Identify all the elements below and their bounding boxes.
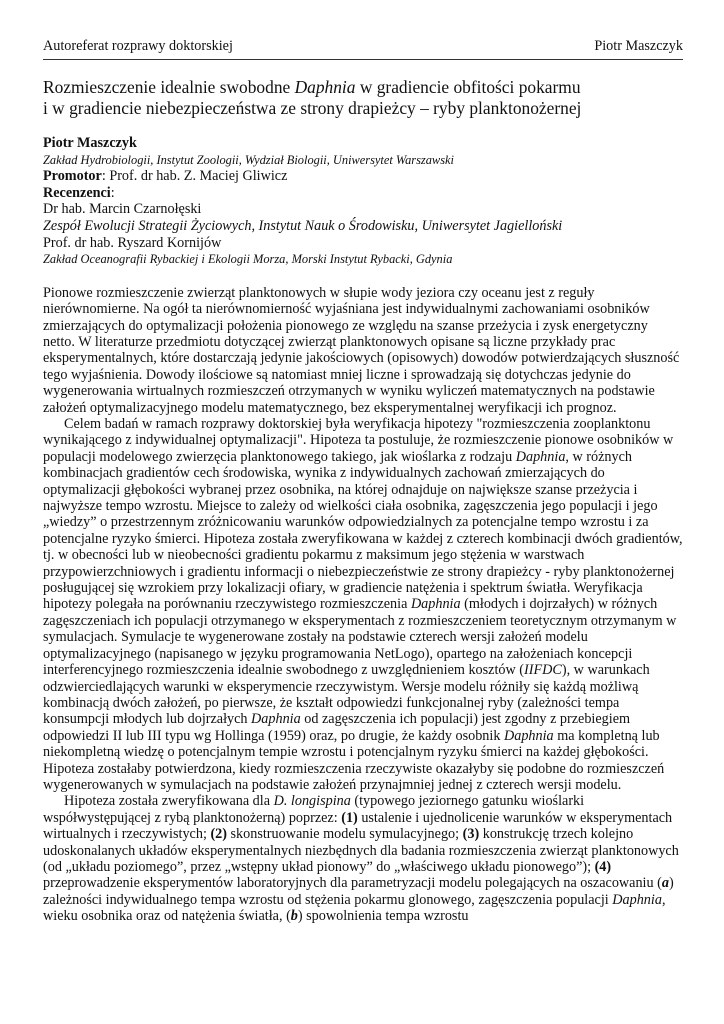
p3-item-1: (1) <box>341 809 358 826</box>
p3-text-2: (typowego jeziornego gatunku wioślarki współwystępującej z rybą planktonożerną) poprzez: <box>43 793 585 826</box>
p2-text-6: ma kompletną lub niekompletną wiedzę o potencjalnym tempie wzrostu i potencjalnym ryzyku śmierci na każdej głębokości. Hipoteza zostałaby potwierdzona, kiedy rozmieszczenia rzeczywiste okazałyby się podobne do rozmieszczeń wygenerowanych w symulacjach na podstawie założeń przynajmniej jednej z czterech wersji modelu. <box>43 727 665 793</box>
p3-subitem-b: b <box>290 908 298 925</box>
paragraph-2 <box>43 416 683 793</box>
document-title <box>43 77 683 118</box>
p3-item-3: (3) <box>462 826 480 843</box>
p2-species-2: Daphnia <box>410 596 461 613</box>
p3-text-1: Hipoteza została zweryfikowana dla <box>64 793 274 810</box>
document-page <box>43 38 683 925</box>
reviewers-label: Recenzenci <box>43 184 111 201</box>
reviewer-1-name: Dr hab. Marcin Czarnołęski <box>43 201 202 218</box>
header-rule <box>43 59 683 60</box>
p3-text-4: skonstruowanie modelu symulacyjnego; <box>226 826 463 843</box>
reviewer-2-name: Prof. dr hab. Ryszard Kornijów <box>43 234 222 251</box>
running-header <box>43 38 683 55</box>
reviewer-1-affiliation: Zespół Ewolucji Strategii Życiowych, Instytut Nauk o Środowisku, Uniwersytet Jagielloński <box>43 217 563 234</box>
p2-species-4: Daphnia <box>503 727 554 744</box>
promotor-name: : Prof. dr hab. Z. Maciej Gliwicz <box>101 168 288 185</box>
reviewer-2-affiliation: Zakład Oceanografii Rybackiej i Ekologii Morza, Morski Instytut Rybacki, Gdynia <box>43 252 453 267</box>
title-part2: w gradiencie obfitości pokarmu <box>355 77 581 97</box>
p3-species-1: D. longispina <box>273 793 351 810</box>
p3-text-6: przeprowadzenie eksperymentów laboratoryjnych dla parametryzacji modelu polegających na oszacowaniu ( <box>43 875 662 892</box>
p3-item-4: (4) <box>594 858 612 875</box>
p2-text-1: Celem badań w ramach rozprawy doktorskiej była weryfikacja hipotezy "rozmieszczenia zooplanktonu wynikającego z indywidualnej optymalizacji". Hipoteza ta postuluje, że rozmieszczenie pionowe osobników w populacji modelowego zwierzęcia planktonowego takiego, jak wioślarka z rodzaju <box>43 416 674 465</box>
reviewers-colon: : <box>110 184 115 201</box>
paragraph-3 <box>43 793 683 924</box>
title-line2: i w gradiencie niebezpieczeństwa ze strony drapieżcy – ryby planktonożernej <box>43 97 582 118</box>
p3-species-2: Daphnia <box>612 891 662 908</box>
header-right: Piotr Maszczyk <box>594 38 683 54</box>
p2-species-3: Daphnia <box>251 711 301 728</box>
header-left: Autoreferat rozprawy doktorskiej <box>43 38 233 54</box>
p2-text-2: , w różnych kombinacjach gradientów cech środowiska, wynika z indywidualnych zachowań zmierzających do optymalizacji głębokości wybranej przez osobnika, na której odnajduje on największe szanse przeżycia i najwyższe tempo wzrostu. Miejsce to zależy od wielkości ciała osobnika, zagęszczenia jego populacji i jego „wiedzy” o przestrzennym zróżnicowaniu warunków odpowiedzialnych za potencjalne tempo wzrostu i za potencjalne ryzyko śmierci. Hipoteza została zweryfikowana w każdej z czterech kombinacji dwóch gradientów, tj. w obecności lub w nieobecności gradientu pokarmu z maksimum jego stężenia w warstwach przypowierzchniowych i gradientu informacji o niebezpieczeństwie ze strony drapieżcy - ryby planktonożernej posługującej się wzrokiem przy lokalizacji ofiary, w gradiencie natężenia i spektrum światła. Weryfikacja hipotezy polegała na porównaniu rzeczywistego rozmieszczenia <box>43 448 683 613</box>
author-block <box>43 135 683 268</box>
title-species: Daphnia <box>294 77 356 97</box>
promotor-label: Promotor <box>43 168 102 185</box>
p3-text-9: ) spowolnienia tempa wzrostu <box>297 908 469 925</box>
p3-text-3: ustalenie i ujednolicenie warunków w eksperymentach wirtualnych i rzeczywistych; <box>43 809 673 843</box>
p3-text-8: , wieku osobnika oraz od natężenia światła, ( <box>43 891 666 925</box>
p2-text-5: od zagęszczenia ich populacji) jest zgodny z przebiegiem odpowiedzi II lub III typu wg Hollinga (1959) oraz, po drugie, że każdy osobnik <box>43 711 631 744</box>
p3-subitem-a: a <box>661 875 669 892</box>
author-name: Piotr Maszczyk <box>43 135 137 151</box>
p3-text-5: konstrukcję trzech kolejno udoskonalanych układów eksperymentalnych niezbędnych dla badania rozmieszczenia zwierząt planktonowych (od „układu poziomego”, przez „wstępny układ pionowy” do „właściwego układu pionowego”); <box>43 826 679 875</box>
p2-text-3: (młodych i dojrzałych) w różnych zagęszczeniach ich populacji otrzymanego w eksperymentach z rozmieszczeniem teoretycznym otrzymanym w symulacjach. Symulacje te wygenerowane zostały na podstawie czterech wersji założeń modelu optymalizacyjnego (napisanego w języku programowania NetLogo), opartego na założeniach koncepcji interferencyjnego rozmieszczenia idealnie swobodnego z uwzględnieniem kosztów ( <box>43 596 677 679</box>
paragraph-1: Pionowe rozmieszczenie zwierząt planktonowych w słupie wody jeziora czy oceanu jest z reguły nierównomierne. Na ogół ta nierównomierność wyjaśniana jest indywidualnymi zachowaniami osobników zmierzających do optymalizacji położenia pionowego ze względu na szanse przeżycia i zysk energetyczny netto. W literaturze przedmiotu dotyczącej zwierząt planktonowych opisane są liczne przykłady prac eksperymentalnych, które dostarczają jedynie jakościowych (opisowych) dowodów potwierdzających słuszność tego wyjaśnienia. Dowody ilościowe są natomiast mniej liczne i sprowadzają się dotychczas jedynie do wygenerowania wirtualnych rozmieszczeń otrzymanych w wyniku wyliczeń matematycznych na podstawie założeń optymalizacyjnego modelu matematycznego, bez eksperymentalnej weryfikacji ich prognoz. <box>43 284 680 416</box>
p3-item-2: (2) <box>210 826 227 843</box>
abstract-body <box>43 285 683 925</box>
p3-text-7: ) zależności indywidualnego tempa wzrostu od stężenia pokarmu glonowego, zagęszczenia populacji <box>43 875 674 908</box>
title-part1: Rozmieszczenie idealnie swobodne <box>43 77 295 97</box>
p2-species-1: Daphnia <box>515 448 566 465</box>
p2-acronym: IIFDC <box>524 662 562 679</box>
author-affiliation: Zakład Hydrobiologii, Instytut Zoologii, Wydział Biologii, Uniwersytet Warszawski <box>43 152 454 167</box>
p2-text-4: ), w warunkach odzwierciedlających warunki w eksperymencie rzeczywistym. Wersje modelu różniły się każdą możliwą kombinacją dwóch założeń, po pierwsze, że kształt odpowiedzi funkcjonalnej ryby (zależności tempa konsumpcji młodych lub dojrzałych <box>43 662 650 728</box>
